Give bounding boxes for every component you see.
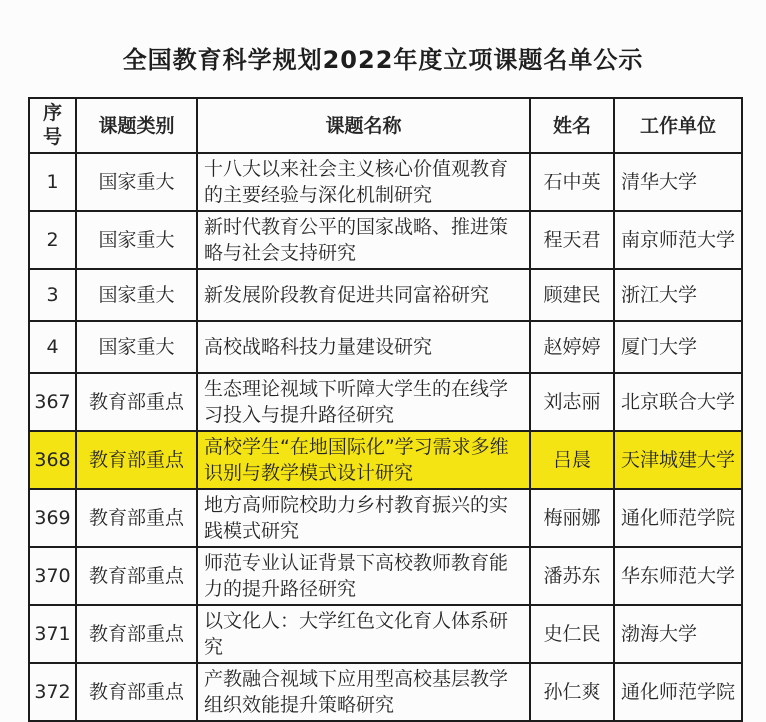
cell-category: 教育部重点 xyxy=(76,663,197,721)
cell-unit: 清华大学 xyxy=(614,153,742,211)
cell-name: 产教融合视域下应用型高校基层教学组织效能提升策略研究 xyxy=(197,663,530,721)
cell-name: 新时代教育公平的国家战略、推进策略与社会支持研究 xyxy=(197,211,530,269)
table-row xyxy=(29,489,742,547)
table-row xyxy=(29,269,742,321)
projects-table xyxy=(28,97,743,722)
cell-person: 赵婷婷 xyxy=(530,321,614,373)
cell-unit: 华东师范大学 xyxy=(614,547,742,605)
cell-name: 地方高师院校助力乡村教育振兴的实践模式研究 xyxy=(197,489,530,547)
cell-unit: 南京师范大学 xyxy=(614,211,742,269)
header-name xyxy=(197,98,530,153)
cell-person: 孙仁爽 xyxy=(530,663,614,721)
cell-name: 以文化人：大学红色文化育人体系研究 xyxy=(197,605,530,663)
cell-unit: 浙江大学 xyxy=(614,269,742,321)
cell-no: 367 xyxy=(29,373,76,431)
cell-unit: 厦门大学 xyxy=(614,321,742,373)
table-row xyxy=(29,211,742,269)
header-label: 课题类别 xyxy=(98,114,175,137)
cell-no: 372 xyxy=(29,663,76,721)
header-label: 工作单位 xyxy=(639,114,716,137)
cell-no: 369 xyxy=(29,489,76,547)
cell-category: 教育部重点 xyxy=(76,489,197,547)
header-label: 课题名称 xyxy=(325,114,402,137)
header-category xyxy=(76,98,197,153)
table-row-highlighted xyxy=(29,431,742,489)
table-row xyxy=(29,605,742,663)
cell-no: 3 xyxy=(29,269,76,321)
cell-unit: 天津城建大学 xyxy=(614,431,742,489)
table-row xyxy=(29,373,742,431)
cell-category: 教育部重点 xyxy=(76,431,197,489)
cell-name: 新发展阶段教育促进共同富裕研究 xyxy=(197,269,530,321)
cell-person: 程天君 xyxy=(530,211,614,269)
page-title: 全国教育科学规划2022年度立项课题名单公示 xyxy=(122,46,644,74)
cell-category: 教育部重点 xyxy=(76,547,197,605)
cell-no: 368 xyxy=(29,431,76,489)
cell-category: 国家重大 xyxy=(76,211,197,269)
cell-category: 国家重大 xyxy=(76,269,197,321)
cell-unit: 通化师范学院 xyxy=(614,663,742,721)
cell-category: 国家重大 xyxy=(76,153,197,211)
header-unit xyxy=(614,98,742,153)
cell-person: 顾建民 xyxy=(530,269,614,321)
header-no xyxy=(29,98,76,153)
cell-no: 1 xyxy=(29,153,76,211)
cell-no: 371 xyxy=(29,605,76,663)
cell-person: 梅丽娜 xyxy=(530,489,614,547)
header-label: 序号 xyxy=(42,102,62,148)
table-row xyxy=(29,547,742,605)
table-header-row xyxy=(29,98,742,153)
cell-no: 2 xyxy=(29,211,76,269)
table-body xyxy=(29,153,742,721)
cell-name: 高校学生“在地国际化”学习需求多维识别与教学模式设计研究 xyxy=(197,431,530,489)
cell-category: 教育部重点 xyxy=(76,373,197,431)
cell-person: 石中英 xyxy=(530,153,614,211)
cell-person: 吕晨 xyxy=(530,431,614,489)
header-person xyxy=(530,98,614,153)
cell-no: 370 xyxy=(29,547,76,605)
cell-name: 高校战略科技力量建设研究 xyxy=(197,321,530,373)
cell-name: 师范专业认证背景下高校教师教育能力的提升路径研究 xyxy=(197,547,530,605)
table-row xyxy=(29,321,742,373)
cell-person: 史仁民 xyxy=(530,605,614,663)
cell-name: 十八大以来社会主义核心价值观教育的主要经验与深化机制研究 xyxy=(197,153,530,211)
cell-category: 教育部重点 xyxy=(76,605,197,663)
cell-category: 国家重大 xyxy=(76,321,197,373)
cell-name: 生态理论视域下听障大学生的在线学习投入与提升路径研究 xyxy=(197,373,530,431)
table-row xyxy=(29,153,742,211)
cell-person: 潘苏东 xyxy=(530,547,614,605)
header-label: 姓名 xyxy=(552,114,591,137)
cell-unit: 渤海大学 xyxy=(614,605,742,663)
cell-person: 刘志丽 xyxy=(530,373,614,431)
cell-unit: 北京联合大学 xyxy=(614,373,742,431)
cell-unit: 通化师范学院 xyxy=(614,489,742,547)
table-row xyxy=(29,663,742,721)
cell-no: 4 xyxy=(29,321,76,373)
